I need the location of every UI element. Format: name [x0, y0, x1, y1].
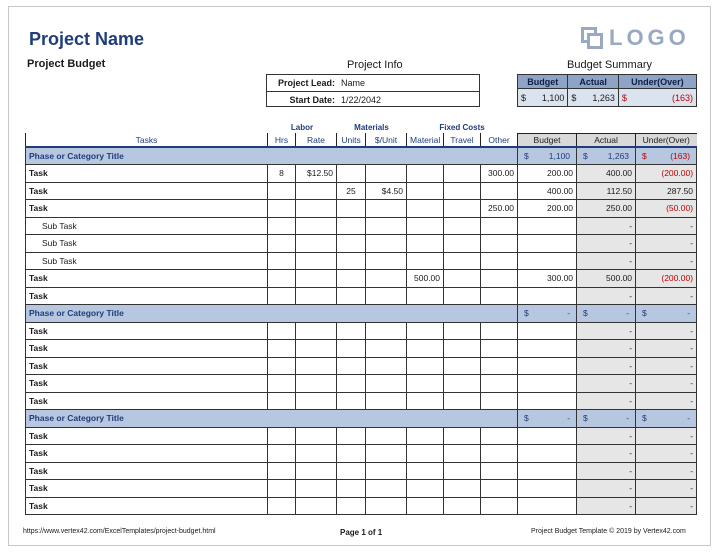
other-cell[interactable] [481, 287, 518, 305]
travel-cell[interactable] [444, 322, 481, 340]
task-row [26, 270, 697, 288]
hrs-cell[interactable] [268, 322, 296, 340]
phase-diff-cell[interactable]: $ - [636, 410, 697, 428]
summary-budget-cell[interactable]: $ 1,100 [518, 89, 568, 107]
under-over-cell: - [636, 322, 697, 340]
phase-actual-cell[interactable]: $ - [577, 410, 636, 428]
material-cell[interactable] [407, 427, 444, 445]
task-row [26, 357, 697, 375]
task-name-cell[interactable]: Task [26, 445, 268, 463]
budget-summary-title: Budget Summary [567, 59, 652, 71]
unit_cost-cell[interactable] [366, 270, 407, 288]
travel-cell[interactable] [444, 165, 481, 183]
unit_cost-cell[interactable] [366, 375, 407, 393]
under-over-cell: - [636, 252, 697, 270]
material-cell[interactable] [407, 340, 444, 358]
summary-budget-value: 1,100 [541, 92, 565, 103]
task-row [26, 200, 697, 218]
labor-group-header: Labor [290, 122, 314, 132]
under-over-cell: - [636, 340, 697, 358]
other-cell[interactable] [481, 462, 518, 480]
other-cell[interactable] [481, 497, 518, 515]
logo [581, 25, 690, 51]
hrs-cell[interactable] [268, 200, 296, 218]
budget-cell[interactable]: 400.00 [518, 182, 577, 200]
actual-cell: 112.50 [577, 182, 636, 200]
task-name-cell[interactable]: Task [26, 375, 268, 393]
under-over-cell: - [636, 427, 697, 445]
summary-actual-header: Actual [568, 75, 618, 89]
task-name-cell[interactable]: Task [26, 182, 268, 200]
phase-budget-cell[interactable]: $ 1,100 [518, 147, 577, 165]
col-hrs: Hrs [268, 133, 296, 147]
under-over-cell: - [636, 462, 697, 480]
rate-cell[interactable] [296, 252, 337, 270]
task-row [26, 445, 697, 463]
task-name-cell[interactable]: Task [26, 480, 268, 498]
under-over-cell: - [636, 375, 697, 393]
phase-diff-cell[interactable]: $ - [636, 305, 697, 323]
budget-cell[interactable] [518, 462, 577, 480]
budget-cell[interactable] [518, 427, 577, 445]
phase-row [26, 305, 697, 323]
hrs-cell[interactable] [268, 427, 296, 445]
budget-cell[interactable] [518, 375, 577, 393]
rate-cell[interactable] [296, 235, 337, 253]
travel-cell[interactable] [444, 392, 481, 410]
column-header-row [26, 133, 697, 147]
material-cell[interactable] [407, 165, 444, 183]
hrs-cell[interactable] [268, 497, 296, 515]
project-lead-row [267, 75, 479, 91]
hrs-cell[interactable] [268, 270, 296, 288]
units-cell[interactable] [337, 235, 366, 253]
task-name-cell[interactable]: Task [26, 340, 268, 358]
unit_cost-cell[interactable] [366, 217, 407, 235]
units-cell[interactable] [337, 165, 366, 183]
unit_cost-cell[interactable] [366, 427, 407, 445]
phase-row [26, 410, 697, 428]
under-over-cell: 287.50 [636, 182, 697, 200]
travel-cell[interactable] [444, 462, 481, 480]
units-cell[interactable] [337, 462, 366, 480]
col-budget: Budget [518, 133, 577, 147]
other-cell[interactable]: 250.00 [481, 200, 518, 218]
footer-url[interactable]: https://www.vertex42.com/ExcelTemplates/project-budget.html [23, 528, 216, 535]
actual-cell: - [577, 357, 636, 375]
budget-cell[interactable] [518, 252, 577, 270]
unit_cost-cell[interactable] [366, 445, 407, 463]
travel-cell[interactable] [444, 200, 481, 218]
budget-cell[interactable] [518, 235, 577, 253]
unit_cost-cell[interactable] [366, 392, 407, 410]
unit_cost-cell[interactable] [366, 340, 407, 358]
task-name-cell[interactable]: Sub Task [26, 235, 268, 253]
other-cell[interactable] [481, 322, 518, 340]
material-cell[interactable] [407, 392, 444, 410]
footer-page-number: Page 1 of 1 [340, 528, 383, 537]
rate-cell[interactable]: $12.50 [296, 165, 337, 183]
unit_cost-cell[interactable] [366, 462, 407, 480]
under-over-cell: - [636, 497, 697, 515]
task-name-cell[interactable]: Task [26, 427, 268, 445]
task-row [26, 497, 697, 515]
col-travel: Travel [444, 133, 481, 147]
units-cell[interactable] [337, 322, 366, 340]
task-row [26, 340, 697, 358]
phase-title[interactable]: Phase or Category Title [26, 147, 518, 165]
unit_cost-cell[interactable] [366, 165, 407, 183]
material-cell[interactable] [407, 217, 444, 235]
under-over-cell: - [636, 480, 697, 498]
budget-grid [25, 121, 697, 515]
start-date-value[interactable]: 1/22/2042 [341, 94, 382, 105]
unit_cost-cell[interactable] [366, 235, 407, 253]
actual-cell: - [577, 340, 636, 358]
under-over-cell: - [636, 357, 697, 375]
units-cell[interactable]: 25 [337, 182, 366, 200]
phase-row [26, 147, 697, 165]
under-over-cell: (200.00) [636, 165, 697, 183]
group-header-row [26, 121, 697, 133]
project-lead-value[interactable]: Name [341, 78, 366, 88]
task-row [26, 392, 697, 410]
units-cell[interactable] [337, 497, 366, 515]
phase-title[interactable]: Phase or Category Title [26, 305, 518, 323]
subtask-row [26, 252, 697, 270]
rate-cell[interactable] [296, 357, 337, 375]
project-lead-label: Project Lead: [277, 78, 335, 88]
task-row [26, 182, 697, 200]
unit_cost-cell[interactable] [366, 252, 407, 270]
under-over-cell: (200.00) [636, 270, 697, 288]
material-cell[interactable] [407, 182, 444, 200]
col-material: Material [407, 133, 444, 147]
rate-cell[interactable] [296, 480, 337, 498]
rate-cell[interactable] [296, 200, 337, 218]
budget-cell[interactable] [518, 322, 577, 340]
unit_cost-cell[interactable] [366, 287, 407, 305]
actual-cell: - [577, 235, 636, 253]
start-date-row [267, 91, 479, 107]
material-cell[interactable] [407, 200, 444, 218]
under-over-cell: - [636, 287, 697, 305]
phase-actual-cell[interactable]: $ 1,263 [577, 147, 636, 165]
col-other: Other [481, 133, 518, 147]
actual-cell: - [577, 322, 636, 340]
task-row [26, 322, 697, 340]
materials-group-header: Materials [354, 122, 389, 132]
task-name-cell[interactable]: Task [26, 287, 268, 305]
budget-grid-body [26, 147, 697, 515]
hrs-cell[interactable] [268, 462, 296, 480]
material-cell[interactable] [407, 322, 444, 340]
task-row [26, 165, 697, 183]
budget-cell[interactable] [518, 497, 577, 515]
material-cell[interactable] [407, 252, 444, 270]
units-cell[interactable] [337, 270, 366, 288]
hrs-cell[interactable] [268, 480, 296, 498]
under-over-cell: - [636, 392, 697, 410]
logo-squares-icon [581, 27, 603, 49]
phase-title[interactable]: Phase or Category Title [26, 410, 518, 428]
hrs-cell[interactable] [268, 217, 296, 235]
travel-cell[interactable] [444, 480, 481, 498]
material-cell[interactable] [407, 287, 444, 305]
travel-cell[interactable] [444, 375, 481, 393]
summary-diff-header: Under(Over) [618, 75, 696, 89]
hrs-cell[interactable] [268, 392, 296, 410]
other-cell[interactable] [481, 427, 518, 445]
units-cell[interactable] [337, 200, 366, 218]
material-cell[interactable] [407, 445, 444, 463]
hrs-cell[interactable] [268, 340, 296, 358]
rate-cell[interactable] [296, 392, 337, 410]
other-cell[interactable] [481, 217, 518, 235]
actual-cell: - [577, 392, 636, 410]
budget-cell[interactable] [518, 445, 577, 463]
actual-cell: - [577, 480, 636, 498]
other-cell[interactable] [481, 270, 518, 288]
material-cell[interactable] [407, 375, 444, 393]
task-name-cell[interactable]: Sub Task [26, 252, 268, 270]
task-row [26, 462, 697, 480]
units-cell[interactable] [337, 480, 366, 498]
budget-cell[interactable] [518, 340, 577, 358]
material-cell[interactable]: 500.00 [407, 270, 444, 288]
summary-budget-header: Budget [518, 75, 568, 89]
task-row [26, 287, 697, 305]
units-cell[interactable] [337, 392, 366, 410]
rate-cell[interactable] [296, 497, 337, 515]
units-cell[interactable] [337, 427, 366, 445]
unit_cost-cell[interactable] [366, 480, 407, 498]
actual-cell: - [577, 252, 636, 270]
rate-cell[interactable] [296, 217, 337, 235]
budget-cell[interactable]: 200.00 [518, 165, 577, 183]
hrs-cell[interactable] [268, 357, 296, 375]
subtask-row [26, 235, 697, 253]
units-cell[interactable] [337, 375, 366, 393]
phase-budget-cell[interactable]: $ - [518, 305, 577, 323]
travel-cell[interactable] [444, 217, 481, 235]
actual-cell: - [577, 445, 636, 463]
travel-cell[interactable] [444, 182, 481, 200]
under-over-cell: - [636, 445, 697, 463]
units-cell[interactable] [337, 217, 366, 235]
travel-cell[interactable] [444, 340, 481, 358]
actual-cell: 400.00 [577, 165, 636, 183]
col-units: Units [337, 133, 366, 147]
rate-cell[interactable] [296, 462, 337, 480]
unit_cost-cell[interactable] [366, 497, 407, 515]
summary-actual-value: 1,263 [592, 92, 615, 103]
task-row [26, 480, 697, 498]
units-cell[interactable] [337, 445, 366, 463]
rate-cell[interactable] [296, 270, 337, 288]
hrs-cell[interactable] [268, 235, 296, 253]
col-actual: Actual [577, 133, 636, 147]
start-date-label: Start Date: [289, 94, 335, 105]
actual-cell: - [577, 375, 636, 393]
task-name-cell[interactable]: Task [26, 200, 268, 218]
under-over-cell: (50.00) [636, 200, 697, 218]
travel-cell[interactable] [444, 357, 481, 375]
unit_cost-cell[interactable]: $4.50 [366, 182, 407, 200]
hrs-cell[interactable] [268, 182, 296, 200]
actual-cell: - [577, 427, 636, 445]
under-over-cell: - [636, 235, 697, 253]
rate-cell[interactable] [296, 287, 337, 305]
col-tasks: Tasks [26, 133, 268, 147]
hrs-cell[interactable]: 8 [268, 165, 296, 183]
other-cell[interactable] [481, 375, 518, 393]
rate-cell[interactable] [296, 322, 337, 340]
budget-cell[interactable] [518, 357, 577, 375]
other-cell[interactable] [481, 252, 518, 270]
budget-summary-table [517, 74, 697, 107]
units-cell[interactable] [337, 287, 366, 305]
worksheet-page [8, 6, 711, 546]
travel-cell[interactable] [444, 287, 481, 305]
task-name-cell[interactable]: Task [26, 357, 268, 375]
col-unit-cost: $/Unit [366, 133, 407, 147]
travel-cell[interactable] [444, 252, 481, 270]
other-cell[interactable] [481, 340, 518, 358]
task-name-cell[interactable]: Task [26, 165, 268, 183]
material-cell[interactable] [407, 235, 444, 253]
summary-actual-cell[interactable]: $ 1,263 [568, 89, 618, 107]
units-cell[interactable] [337, 340, 366, 358]
other-cell[interactable] [481, 480, 518, 498]
task-name-cell[interactable]: Task [26, 497, 268, 515]
under-over-cell: - [636, 217, 697, 235]
other-cell[interactable] [481, 357, 518, 375]
project-budget-subtitle: Project Budget [27, 58, 106, 70]
rate-cell[interactable] [296, 445, 337, 463]
hrs-cell[interactable] [268, 375, 296, 393]
project-info-title: Project Info [347, 59, 403, 71]
subtask-row [26, 217, 697, 235]
actual-cell: - [577, 462, 636, 480]
travel-cell[interactable] [444, 497, 481, 515]
col-under-over: Under(Over) [636, 133, 697, 147]
col-rate: Rate [296, 133, 337, 147]
budget-cell[interactable] [518, 392, 577, 410]
task-name-cell[interactable]: Task [26, 462, 268, 480]
units-cell[interactable] [337, 252, 366, 270]
other-cell[interactable] [481, 392, 518, 410]
unit_cost-cell[interactable] [366, 322, 407, 340]
phase-budget-cell[interactable]: $ - [518, 410, 577, 428]
summary-diff-value: (163) [671, 92, 693, 103]
actual-cell: 250.00 [577, 200, 636, 218]
fixed-costs-group-header: Fixed Costs [439, 122, 485, 132]
phase-diff-cell[interactable]: $ (163) [636, 147, 697, 165]
task-row [26, 375, 697, 393]
actual-cell: 500.00 [577, 270, 636, 288]
budget-cell[interactable] [518, 480, 577, 498]
budget-cell[interactable]: 200.00 [518, 200, 577, 218]
budget-cell[interactable] [518, 217, 577, 235]
task-name-cell[interactable]: Task [26, 322, 268, 340]
footer-copyright: Project Budget Template © 2019 by Vertex42.com [531, 528, 686, 535]
hrs-cell[interactable] [268, 445, 296, 463]
rate-cell[interactable] [296, 375, 337, 393]
unit_cost-cell[interactable] [366, 357, 407, 375]
material-cell[interactable] [407, 497, 444, 515]
task-row [26, 427, 697, 445]
material-cell[interactable] [407, 357, 444, 375]
travel-cell[interactable] [444, 427, 481, 445]
project-info-box [266, 74, 480, 107]
units-cell[interactable] [337, 357, 366, 375]
unit_cost-cell[interactable] [366, 200, 407, 218]
rate-cell[interactable] [296, 340, 337, 358]
budget-cell[interactable]: 300.00 [518, 270, 577, 288]
actual-cell: - [577, 217, 636, 235]
budget-cell[interactable] [518, 287, 577, 305]
material-cell[interactable] [407, 462, 444, 480]
summary-diff-cell[interactable]: $ (163) [618, 89, 696, 107]
travel-cell[interactable] [444, 445, 481, 463]
task-name-cell[interactable]: Sub Task [26, 217, 268, 235]
task-name-cell[interactable]: Task [26, 392, 268, 410]
task-name-cell[interactable]: Task [26, 270, 268, 288]
hrs-cell[interactable] [268, 287, 296, 305]
actual-cell: - [577, 497, 636, 515]
rate-cell[interactable] [296, 427, 337, 445]
other-cell[interactable]: 300.00 [481, 165, 518, 183]
rate-cell[interactable] [296, 182, 337, 200]
travel-cell[interactable] [444, 270, 481, 288]
travel-cell[interactable] [444, 235, 481, 253]
other-cell[interactable] [481, 235, 518, 253]
other-cell[interactable] [481, 182, 518, 200]
phase-actual-cell[interactable]: $ - [577, 305, 636, 323]
material-cell[interactable] [407, 480, 444, 498]
logo-text: LOGO [609, 25, 690, 50]
actual-cell: - [577, 287, 636, 305]
other-cell[interactable] [481, 445, 518, 463]
hrs-cell[interactable] [268, 252, 296, 270]
project-name-title: Project Name [29, 29, 145, 49]
